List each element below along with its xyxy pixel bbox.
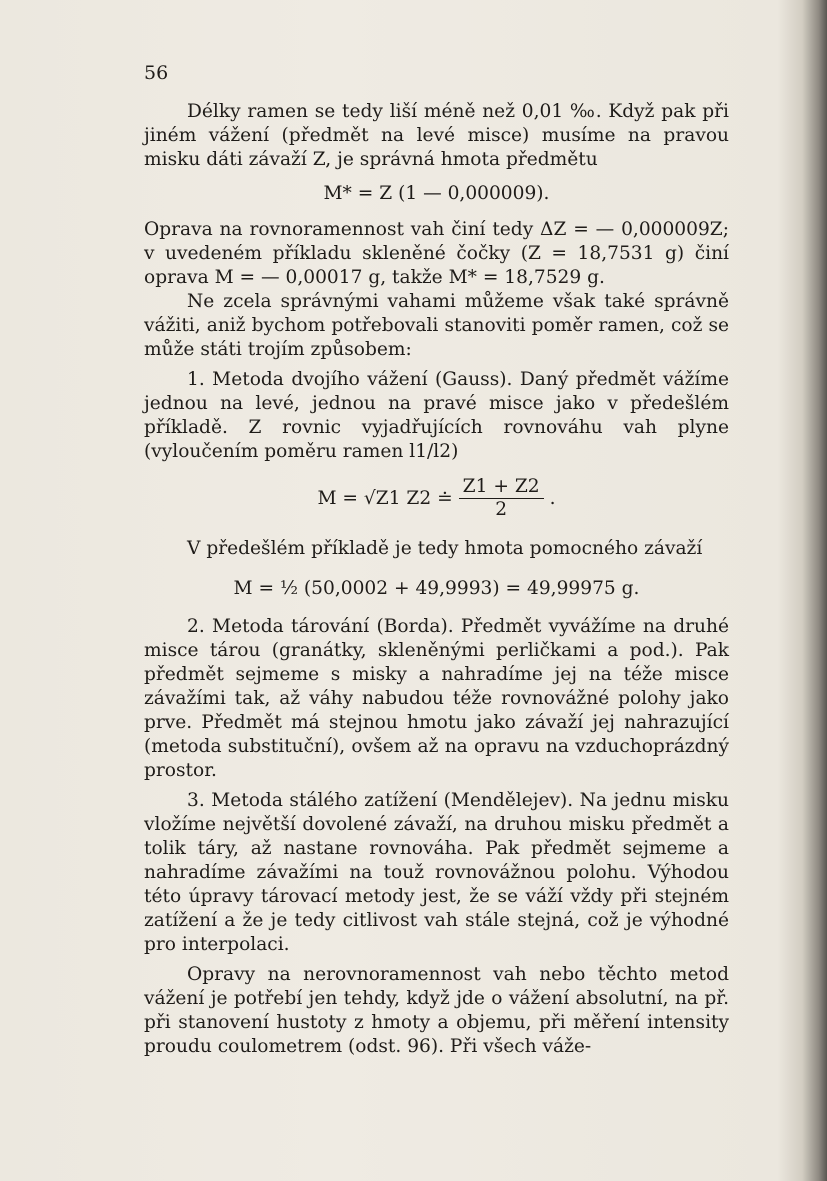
formula-fraction [459, 476, 544, 521]
paragraph-method-mendeleev: 3. Metoda stálého zatížení (Mendělejev). Na jednu misku vložíme největší dovolené závaží, na druhou misku předmět a tolik táry, až nastane rovnováha. Pak předmět sejmeme a nahradíme závažími na touž rovnovážnou polohu. Výhodou této úpravy tárovací metody jest, že se váží vždy při stejném zatížení a že je tedy citlivost vah stále stejná, což je výhodné pro interpolaci. [144, 790, 729, 955]
formula-corrected-mass: M* = Z (1 — 0,000009). [323, 183, 550, 204]
paragraph-correction: Oprava na rovnoramennost vah činí tedy ΔZ = — 0,000009Z; v uvedeném příkladu skleněné čočky (Z = 18,7531 g) činí oprava M = — 0,00017 g, takže M* = 18,7529 g. [144, 219, 729, 288]
formula-geometric-mean-left: M = √Z1 Z2 ≐ [317, 487, 453, 509]
paragraph-example-auxiliary: V předešlém příkladě je tedy hmota pomocného závaží [187, 538, 703, 559]
fraction-denominator: 2 [495, 499, 508, 520]
formula-auxiliary-mass: M = ½ (50,0002 + 49,9993) = 49,99975 g. [233, 578, 640, 599]
paragraph-absolute-weighing: Opravy na nerovnoramennost vah nebo těchto metod vážení je potřebí jen tehdy, když jde o vážení absolutní, na př. při stanovení hustoty z hmoty a objemu, při měření intensity proudu coulometrem (odst. 96). Při všech váže- [144, 964, 729, 1057]
page-text [144, 100, 729, 1059]
formula-geometric-mean: M = √Z1 Z2 ≐ $\frac{Z1 + Z2}{2}$ . [317, 476, 556, 520]
fraction-numerator: Z1 + Z2 [459, 476, 544, 499]
paragraph-arm-difference: Délky ramen se tedy liší méně než 0,01 ‰. Když pak při jiném vážení (předmět na levé misce) musíme na pravou misku dáti závaží Z, je správná hmota předmětu [144, 101, 729, 170]
page-number: 56 [144, 62, 169, 84]
paragraph-method-gauss: 1. Metoda dvojího vážení (Gauss). Daný předmět vážíme jednou na levé, jednou na pravé misce jako v předešlém příkladě. Z rovnic vyjadřujících rovnováhu vah plyne (vyloučením poměru ramen l1/l2) [144, 369, 729, 462]
paragraph-method-borda: 2. Metoda tárování (Borda). Předmět vyvážíme na druhé misce tárou (granátky, skleněnými perličkami a pod.). Pak předmět sejmeme s misky a nahradíme jej na téže misce závažími tak, až váhy nabudou téže rovnovážné polohy jako prve. Předmět má stejnou hmotu jako závaží jej nahrazující (metoda substituční), ovšem až na opravu na vzduchoprázdný prostor. [144, 616, 729, 781]
paragraph-three-methods: Ne zcela správnými vahami můžeme však také správně vážiti, aniž bychom potřebovali stanoviti poměr ramen, což se může státi trojím způsobem: [144, 291, 729, 360]
